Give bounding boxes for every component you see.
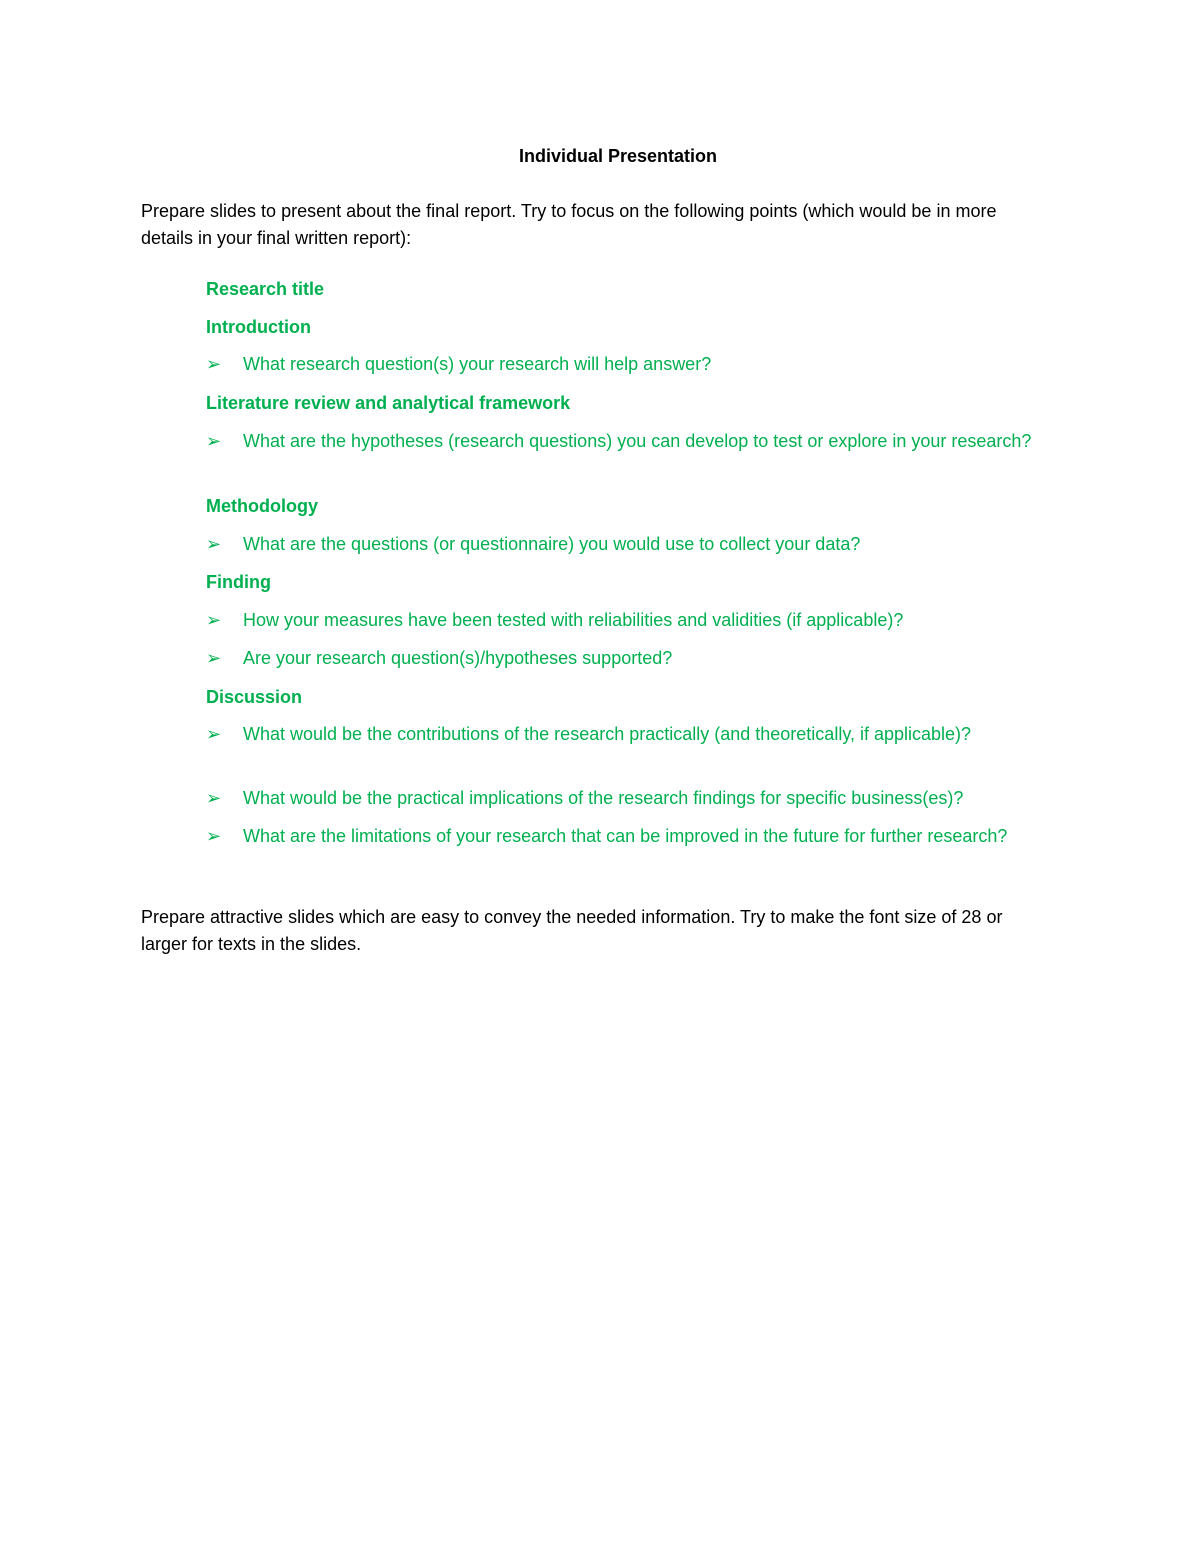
bullet-text: What would be the contributions of the research practically (and theoretically, if applicable)? xyxy=(243,724,972,744)
bullet-text: What are the limitations of your research that can be improved in the future for further research? xyxy=(243,826,1008,846)
list-item xyxy=(206,785,1036,812)
list-item xyxy=(206,351,1036,378)
arrow-bullet-icon: ➢ xyxy=(206,724,222,744)
list-item xyxy=(206,823,1036,850)
list-item xyxy=(206,645,1036,672)
bullet-text: What would be the practical implications of the research findings for specific business(es)? xyxy=(243,788,964,808)
heading-literature-review: Literature review and analytical framework xyxy=(206,393,571,413)
bullet-text: Are your research question(s)/hypotheses supported? xyxy=(243,648,673,668)
list-item xyxy=(206,721,1036,748)
arrow-bullet-icon: ➢ xyxy=(206,534,222,554)
arrow-bullet-icon: ➢ xyxy=(206,610,222,630)
closing-paragraph: Prepare attractive slides which are easy to convey the needed information. Try to make the font size of 28 or larger for texts in the slides. xyxy=(141,907,1003,954)
arrow-bullet-icon: ➢ xyxy=(206,788,222,808)
arrow-bullet-icon: ➢ xyxy=(206,648,222,668)
list-item xyxy=(206,531,1036,558)
list-item xyxy=(206,607,1036,634)
intro-paragraph: Prepare slides to present about the final report. Try to focus on the following points (which would be in more details in your final written report): xyxy=(141,201,997,248)
bullet-text: How your measures have been tested with reliabilities and validities (if applicable)? xyxy=(243,610,904,630)
heading-introduction: Introduction xyxy=(206,317,311,337)
heading-methodology: Methodology xyxy=(206,496,318,516)
bullet-text: What research question(s) your research will help answer? xyxy=(243,354,712,374)
heading-finding: Finding xyxy=(206,572,271,592)
document-title: Individual Presentation xyxy=(518,146,718,166)
arrow-bullet-icon: ➢ xyxy=(206,826,222,846)
bullet-text: What are the questions (or questionnaire) you would use to collect your data? xyxy=(243,534,861,554)
arrow-bullet-icon: ➢ xyxy=(206,431,222,451)
heading-discussion: Discussion xyxy=(206,687,303,707)
heading-research-title: Research title xyxy=(206,279,325,299)
list-item xyxy=(206,428,1036,455)
arrow-bullet-icon: ➢ xyxy=(206,354,222,374)
bullet-text: What are the hypotheses (research questions) you can develop to test or explore in your research? xyxy=(243,431,1032,451)
